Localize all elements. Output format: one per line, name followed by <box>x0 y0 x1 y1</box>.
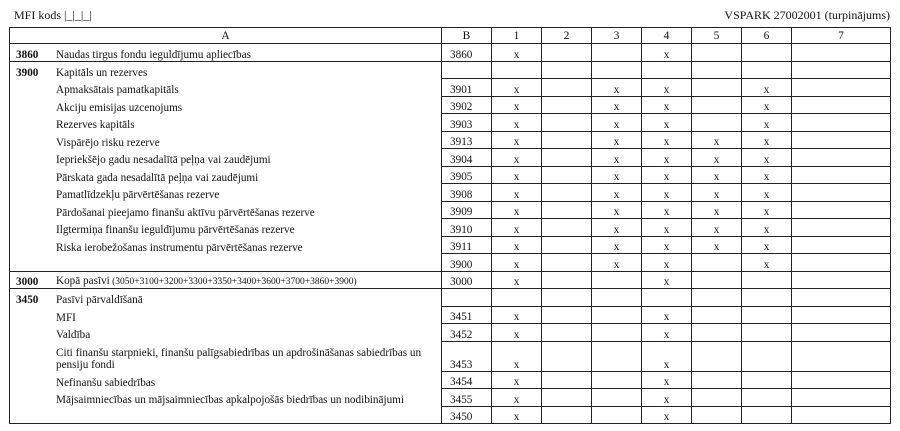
value-cell: x <box>742 149 792 167</box>
row-code: 3000 <box>16 276 39 288</box>
value-cell: x <box>642 44 692 62</box>
row-code-b: 3450 <box>442 406 492 424</box>
row-code-b: 3910 <box>442 219 492 237</box>
value-cell <box>692 406 742 424</box>
value-cell <box>492 289 542 307</box>
value-cell: x <box>642 406 692 424</box>
value-cell: x <box>492 254 542 272</box>
row-label: Iepriekšējo gadu nesadalītā peļņa vai zaudējumi <box>56 154 271 166</box>
value-cell <box>792 406 891 424</box>
table-row <box>10 96 891 114</box>
value-cell <box>692 44 742 62</box>
row-label: Citi finanšu starpnieki, finanšu palīgsabiedrības un apdrošināšanas sabiedrības un pensiju fondi <box>56 347 422 371</box>
value-cell: x <box>692 219 742 237</box>
value-cell <box>692 371 742 389</box>
value-cell <box>792 306 891 324</box>
table-row <box>10 389 891 407</box>
row-description <box>10 149 442 167</box>
value-cell <box>742 406 792 424</box>
row-code-b: 3913 <box>442 131 492 149</box>
value-cell <box>592 389 642 407</box>
value-cell: x <box>692 184 742 202</box>
table-row <box>10 131 891 149</box>
value-cell <box>792 131 891 149</box>
table-row <box>10 254 891 272</box>
row-code: 3860 <box>16 48 39 61</box>
row-label: Pamatlīdzekļu pārvērtēšanas rezerve <box>56 189 220 201</box>
value-cell <box>792 219 891 237</box>
value-cell: x <box>742 201 792 219</box>
row-label: Nefinanšu sabiedrības <box>56 376 156 389</box>
value-cell <box>792 61 891 79</box>
value-cell: x <box>642 96 692 114</box>
value-cell: x <box>492 79 542 97</box>
value-cell <box>542 324 592 342</box>
value-cell <box>592 306 642 324</box>
table-row <box>10 236 891 254</box>
row-description <box>10 371 442 389</box>
row-label: Kapitāls un rezerves <box>56 66 148 79</box>
value-cell <box>692 324 742 342</box>
value-cell: x <box>592 201 642 219</box>
value-cell <box>792 371 891 389</box>
row-label: Mājsaimniecības un mājsaimniecības apkalpojošās biedrības un nodibinājumi <box>56 394 404 406</box>
value-cell <box>492 61 542 79</box>
row-description <box>10 289 442 307</box>
column-header: 5 <box>692 28 742 44</box>
table-row <box>10 61 891 79</box>
row-description <box>10 271 442 289</box>
column-header: 4 <box>642 28 692 44</box>
form-id-label: VSPARK 27002001 (turpinājums) <box>724 8 890 22</box>
row-description <box>10 96 442 114</box>
row-label: Vispārējo risku rezerve <box>56 136 160 149</box>
row-description <box>10 61 442 79</box>
value-cell: x <box>492 184 542 202</box>
row-label: Valdība <box>56 329 91 341</box>
value-cell: x <box>492 306 542 324</box>
row-description <box>10 406 442 424</box>
value-cell: x <box>642 114 692 132</box>
row-label: Pārdošanai pieejamo finanšu aktīvu pārvērtēšanas rezerve <box>56 206 315 219</box>
row-code-b: 3901 <box>442 79 492 97</box>
value-cell <box>742 371 792 389</box>
value-cell <box>792 254 891 272</box>
value-cell <box>792 149 891 167</box>
value-cell <box>542 219 592 237</box>
value-cell: x <box>692 131 742 149</box>
value-cell: x <box>692 236 742 254</box>
row-code-b: 3451 <box>442 306 492 324</box>
row-code-b: 3452 <box>442 324 492 342</box>
value-cell: x <box>642 219 692 237</box>
value-cell <box>692 254 742 272</box>
row-code: 3450 <box>16 294 39 306</box>
row-code-b: 3903 <box>442 114 492 132</box>
value-cell <box>542 306 592 324</box>
row-description <box>10 254 442 272</box>
row-code: 3900 <box>16 66 39 79</box>
report-table <box>9 27 891 424</box>
value-cell <box>692 114 742 132</box>
value-cell: x <box>642 341 692 371</box>
value-cell <box>792 341 891 371</box>
value-cell <box>792 184 891 202</box>
value-cell <box>592 371 642 389</box>
value-cell: x <box>592 236 642 254</box>
value-cell: x <box>742 79 792 97</box>
value-cell: x <box>742 254 792 272</box>
row-code-b: 3000 <box>442 271 492 289</box>
table-row <box>10 149 891 167</box>
value-cell: x <box>592 96 642 114</box>
value-cell <box>542 271 592 289</box>
row-label: Akciju emisijas uzcenojums <box>56 101 183 114</box>
value-cell: x <box>642 371 692 389</box>
value-cell <box>692 289 742 307</box>
value-cell: x <box>492 389 542 407</box>
value-cell <box>742 389 792 407</box>
value-cell: x <box>742 236 792 254</box>
row-code-b <box>442 61 492 79</box>
value-cell <box>542 201 592 219</box>
value-cell: x <box>592 219 642 237</box>
table-row <box>10 371 891 389</box>
value-cell <box>792 166 891 184</box>
column-header: 7 <box>792 28 891 44</box>
row-label: Pārskata gada nesadalītā peļņa vai zaudējumi <box>56 171 259 184</box>
row-code-b: 3904 <box>442 149 492 167</box>
value-cell: x <box>692 201 742 219</box>
table-row <box>10 406 891 424</box>
value-cell: x <box>492 149 542 167</box>
value-cell <box>542 96 592 114</box>
value-cell <box>542 341 592 371</box>
row-description <box>10 131 442 149</box>
value-cell <box>592 324 642 342</box>
row-description <box>10 44 442 62</box>
value-cell <box>742 44 792 62</box>
value-cell <box>592 341 642 371</box>
value-cell: x <box>642 166 692 184</box>
value-cell: x <box>642 236 692 254</box>
value-cell <box>792 289 891 307</box>
value-cell <box>742 306 792 324</box>
value-cell <box>792 271 891 289</box>
row-code-b: 3455 <box>442 389 492 407</box>
value-cell: x <box>642 131 692 149</box>
value-cell: x <box>642 271 692 289</box>
row-label-formula: (3050+3100+3200+3300+3350+3400+3600+3700+3860+3900) <box>109 277 357 287</box>
column-header: 1 <box>492 28 542 44</box>
row-label: Kopā pasīvi (3050+3100+3200+3300+3350+3400+3600+3700+3860+3900) <box>56 275 357 287</box>
table-row <box>10 219 891 237</box>
value-cell <box>542 184 592 202</box>
value-cell <box>542 61 592 79</box>
value-cell <box>592 406 642 424</box>
row-label: MFI <box>56 311 76 324</box>
value-cell <box>542 389 592 407</box>
value-cell <box>742 341 792 371</box>
value-cell: x <box>642 149 692 167</box>
row-description <box>10 341 442 371</box>
value-cell: x <box>642 324 692 342</box>
value-cell: x <box>492 96 542 114</box>
value-cell: x <box>492 271 542 289</box>
value-cell: x <box>492 236 542 254</box>
table-row <box>10 324 891 342</box>
row-code-b: 3905 <box>442 166 492 184</box>
value-cell <box>792 324 891 342</box>
value-cell <box>542 131 592 149</box>
table-row <box>10 201 891 219</box>
value-cell: x <box>742 131 792 149</box>
table-row <box>10 271 891 289</box>
value-cell <box>542 79 592 97</box>
table-row <box>10 114 891 132</box>
value-cell <box>692 306 742 324</box>
mfi-code-label: MFI kods |_|_|_| <box>14 8 92 22</box>
value-cell <box>592 61 642 79</box>
value-cell: x <box>492 406 542 424</box>
row-description <box>10 219 442 237</box>
row-label: Naudas tirgus fondu ieguldījumu apliecības <box>56 48 251 61</box>
row-code-b: 3902 <box>442 96 492 114</box>
value-cell: x <box>492 341 542 371</box>
page-header <box>0 0 900 22</box>
row-description <box>10 201 442 219</box>
value-cell: x <box>742 219 792 237</box>
value-cell: x <box>642 184 692 202</box>
row-description <box>10 114 442 132</box>
value-cell: x <box>742 184 792 202</box>
value-cell: x <box>592 166 642 184</box>
row-description <box>10 389 442 407</box>
value-cell: x <box>642 254 692 272</box>
table-body <box>10 44 891 424</box>
row-label: Apmaksātais pamatkapitāls <box>56 84 179 96</box>
table-row <box>10 341 891 371</box>
table-row <box>10 184 891 202</box>
table-row <box>10 166 891 184</box>
table-row <box>10 289 891 307</box>
value-cell <box>542 166 592 184</box>
row-code-b: 3911 <box>442 236 492 254</box>
value-cell: x <box>492 131 542 149</box>
row-description <box>10 306 442 324</box>
value-cell <box>642 61 692 79</box>
value-cell <box>792 236 891 254</box>
value-cell: x <box>592 184 642 202</box>
value-cell <box>542 289 592 307</box>
value-cell: x <box>692 149 742 167</box>
value-cell <box>542 44 592 62</box>
value-cell: x <box>592 114 642 132</box>
value-cell <box>542 149 592 167</box>
column-header: 3 <box>592 28 642 44</box>
value-cell <box>592 271 642 289</box>
value-cell: x <box>642 79 692 97</box>
value-cell <box>692 96 742 114</box>
value-cell <box>792 44 891 62</box>
value-cell <box>792 96 891 114</box>
row-code-b: 3453 <box>442 341 492 371</box>
value-cell: x <box>492 201 542 219</box>
value-cell <box>542 114 592 132</box>
value-cell <box>742 289 792 307</box>
value-cell <box>542 371 592 389</box>
row-code-b <box>442 289 492 307</box>
value-cell: x <box>492 44 542 62</box>
value-cell: x <box>492 166 542 184</box>
table-row <box>10 306 891 324</box>
value-cell <box>792 389 891 407</box>
value-cell <box>692 271 742 289</box>
value-cell <box>742 324 792 342</box>
column-header: 6 <box>742 28 792 44</box>
value-cell: x <box>592 79 642 97</box>
value-cell <box>692 341 742 371</box>
value-cell <box>542 236 592 254</box>
value-cell <box>542 254 592 272</box>
value-cell: x <box>642 306 692 324</box>
value-cell <box>692 389 742 407</box>
value-cell: x <box>742 96 792 114</box>
value-cell: x <box>492 114 542 132</box>
row-label: Ilgtermiņa finanšu ieguldījumu pārvērtēšanas rezerve <box>56 224 295 236</box>
value-cell: x <box>642 389 692 407</box>
row-code-b: 3860 <box>442 44 492 62</box>
table-row <box>10 79 891 97</box>
value-cell: x <box>492 219 542 237</box>
row-code-b: 3908 <box>442 184 492 202</box>
value-cell: x <box>642 201 692 219</box>
value-cell: x <box>592 254 642 272</box>
table-row <box>10 44 891 62</box>
value-cell <box>792 201 891 219</box>
value-cell <box>542 406 592 424</box>
row-description <box>10 79 442 97</box>
row-label: Rezerves kapitāls <box>56 119 135 131</box>
value-cell <box>742 271 792 289</box>
row-description <box>10 184 442 202</box>
row-description <box>10 166 442 184</box>
value-cell <box>642 289 692 307</box>
row-code-b: 3909 <box>442 201 492 219</box>
value-cell: x <box>742 114 792 132</box>
value-cell: x <box>742 166 792 184</box>
row-description <box>10 324 442 342</box>
value-cell: x <box>692 166 742 184</box>
row-code-b: 3900 <box>442 254 492 272</box>
value-cell: x <box>492 324 542 342</box>
value-cell <box>692 79 742 97</box>
value-cell: x <box>592 131 642 149</box>
row-description <box>10 236 442 254</box>
value-cell <box>792 114 891 132</box>
column-header: B <box>442 28 492 44</box>
value-cell <box>742 61 792 79</box>
value-cell <box>592 289 642 307</box>
row-label: Pasīvi pārvaldīšanā <box>56 294 143 306</box>
value-cell <box>792 79 891 97</box>
value-cell <box>592 44 642 62</box>
column-header-row <box>10 28 891 44</box>
column-header: A <box>10 28 442 44</box>
column-header: 2 <box>542 28 592 44</box>
row-label: Riska ierobežošanas instrumentu pārvērtēšanas rezerve <box>56 241 303 254</box>
row-code-b: 3454 <box>442 371 492 389</box>
value-cell: x <box>492 371 542 389</box>
value-cell: x <box>592 149 642 167</box>
value-cell <box>692 61 742 79</box>
